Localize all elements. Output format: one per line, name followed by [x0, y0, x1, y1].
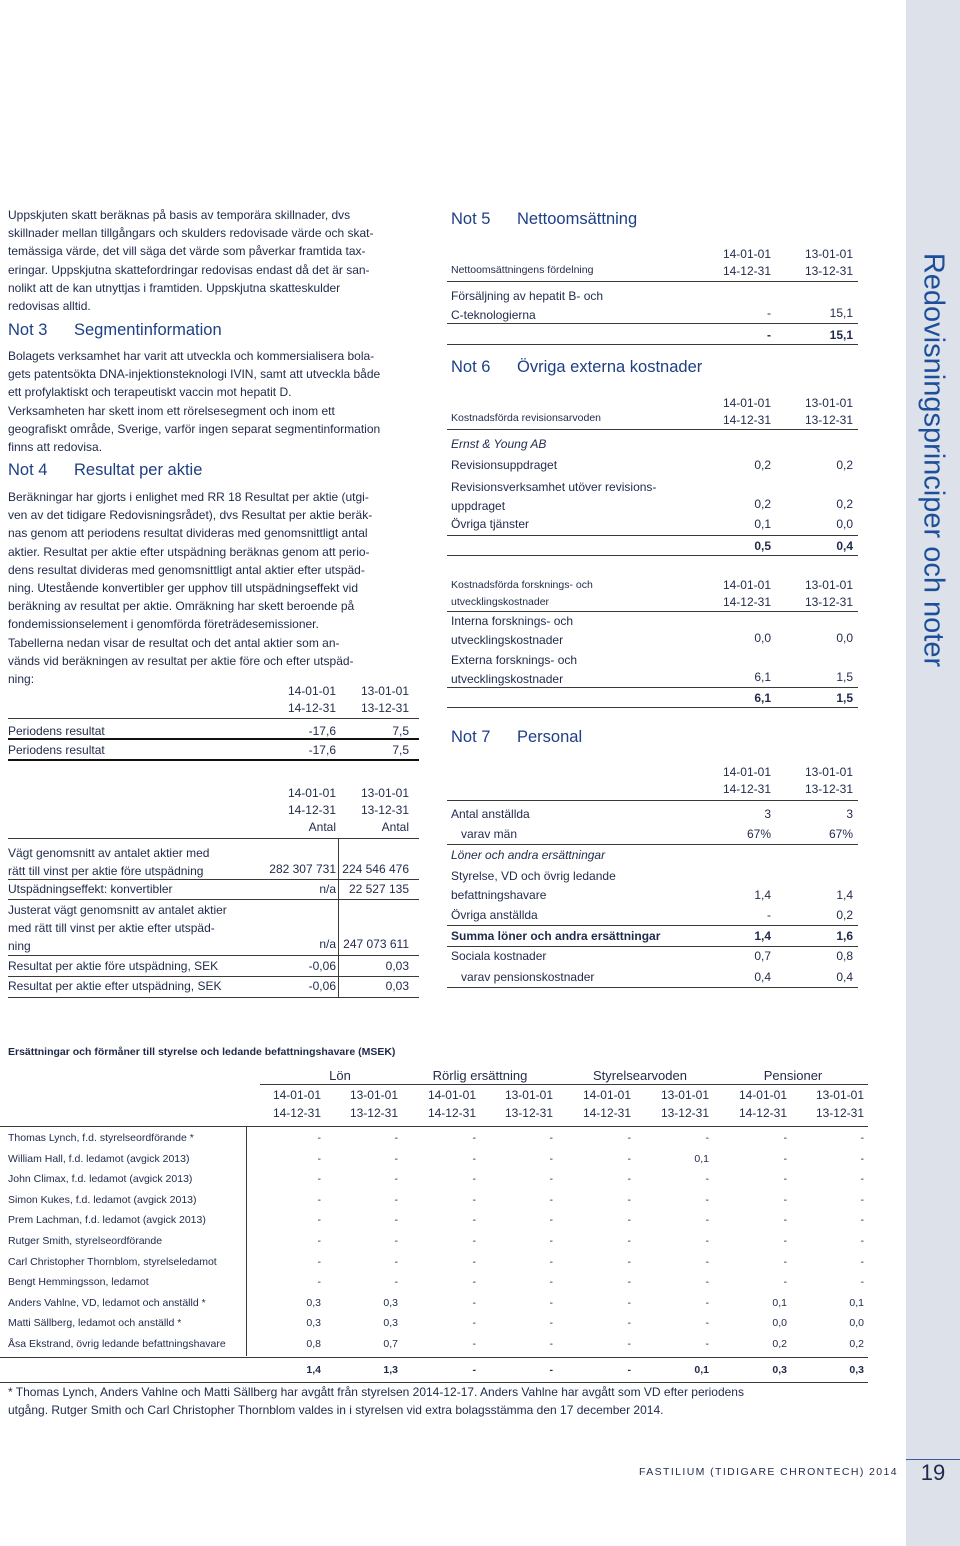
comp-cell: - — [549, 1235, 553, 1247]
comp-cell: - — [783, 1173, 787, 1185]
comp-date-top: 13-01-01 — [660, 1088, 709, 1102]
comp-total-cell: 0,3 — [849, 1364, 864, 1376]
comp-date-bottom: 13-12-31 — [504, 1106, 553, 1120]
shares-column-divider — [338, 838, 339, 998]
comp-cell: 0,3 — [306, 1297, 321, 1309]
comp-cell: - — [627, 1173, 631, 1185]
personal-row-employees-label: Antal anställda — [451, 807, 530, 821]
comp-row-name: Bengt Hemmingsson, ledamot — [8, 1276, 149, 1288]
comp-date-bottom: 13-12-31 — [660, 1106, 709, 1120]
comp-cell: - — [705, 1132, 709, 1144]
rnd-col1-header: 14-01-01 14-12-31 — [722, 578, 771, 609]
comp-cell: 0,0 — [772, 1317, 787, 1329]
comp-row-name: Prem Lachman, f.d. ledamot (avgick 2013) — [8, 1214, 206, 1226]
not3-heading — [8, 321, 222, 340]
not6-audit-table — [447, 392, 858, 562]
rnd-row-external-label: Externa forsknings- och utvecklingskostnader — [451, 653, 578, 686]
comp-row-name: Anders Vahlne, VD, ledamot och anställd * — [8, 1297, 206, 1309]
comp-date-top: 13-01-01 — [815, 1088, 864, 1102]
comp-cell: - — [394, 1132, 398, 1144]
not5-number: Not 5 — [451, 210, 491, 228]
shares-row-dilution-2013: 22 527 135 — [348, 882, 409, 896]
rnd-row-internal-2014: 0,0 — [754, 631, 771, 645]
shares-rule-1 — [8, 879, 419, 880]
shares-row-dilution-2014: n/a — [319, 882, 336, 896]
comp-row-name: Simon Kukes, f.d. ledamot (avgick 2013) — [8, 1194, 197, 1206]
comp-cell: - — [317, 1132, 321, 1144]
personal-row-men-label: varav män — [461, 827, 518, 841]
comp-cell: - — [472, 1276, 476, 1288]
comp-cell: - — [317, 1235, 321, 1247]
comp-cell: - — [783, 1132, 787, 1144]
audit-total-2013: 0,4 — [836, 539, 853, 553]
shares-row-adjusted-label: Justerat vägt genomsnitt av antalet aktier med rätt till vinst per aktie efter utspäd- ning — [8, 903, 227, 953]
comp-row-name: William Hall, f.d. ledamot (avgick 2013) — [8, 1153, 190, 1165]
personal-row-other-label: Övriga anställda — [451, 908, 538, 922]
comp-cell: - — [549, 1132, 553, 1144]
comp-cell: 0,0 — [849, 1317, 864, 1329]
compensation-table — [0, 1060, 880, 1380]
comp-cell: 0,1 — [772, 1297, 787, 1309]
comp-cell: - — [472, 1297, 476, 1309]
comp-cell: - — [472, 1173, 476, 1185]
shares-col1-header: 14-01-01 14-12-31 Antal — [287, 786, 336, 834]
shares-row-adjusted-2014: n/a — [319, 937, 336, 951]
personal-row-men-2013: 67% — [828, 827, 853, 841]
comp-cell: - — [705, 1256, 709, 1268]
shares-row-adjusted-2013: 247 073 611 — [343, 937, 409, 951]
comp-cell: - — [394, 1235, 398, 1247]
not5-col1-header: 14-01-01 14-12-31 — [722, 247, 771, 278]
comp-date-top: 13-01-01 — [504, 1088, 553, 1102]
shares-row-weighted-2013: 224 546 476 — [342, 862, 409, 876]
comp-row-name: Matti Sällberg, ledamot och anställd * — [8, 1317, 182, 1329]
comp-cell: - — [705, 1297, 709, 1309]
audit-col2-header: 13-01-01 13-12-31 — [804, 396, 853, 427]
not7-title: Personal — [517, 728, 583, 746]
audit-row-other-audit-2014: 0,2 — [754, 497, 771, 511]
personal-rule-3 — [447, 946, 858, 947]
comp-date-bottom: 14-12-31 — [272, 1106, 321, 1120]
comp-cell: - — [860, 1214, 864, 1226]
comp-cell: - — [472, 1132, 476, 1144]
comp-cell: - — [783, 1276, 787, 1288]
comp-cell: - — [705, 1317, 709, 1329]
shares-table — [8, 780, 419, 1000]
comp-cell: - — [860, 1173, 864, 1185]
comp-cell: - — [705, 1173, 709, 1185]
comp-total-cell: 0,3 — [772, 1364, 787, 1376]
comp-cell: - — [783, 1256, 787, 1268]
comp-cell: - — [627, 1276, 631, 1288]
not7-heading — [451, 728, 582, 747]
comp-cell: - — [549, 1173, 553, 1185]
comp-cell: - — [394, 1153, 398, 1165]
not5-row-label: Försäljning av hepatit B- och C-teknologierna — [451, 289, 604, 322]
comp-date-bottom: 13-12-31 — [815, 1106, 864, 1120]
comp-cell: 0,1 — [849, 1297, 864, 1309]
audit-col1-header: 14-01-01 14-12-31 — [722, 396, 771, 427]
comp-cell: 0,8 — [306, 1338, 321, 1350]
comp-cell: - — [627, 1338, 631, 1350]
shares-row-eps-basic-label: Resultat per aktie före utspädning, SEK — [8, 959, 219, 973]
comp-cell: - — [705, 1194, 709, 1206]
comp-cell: 0,7 — [383, 1338, 398, 1350]
comp-date-top: 14-01-01 — [582, 1088, 631, 1102]
not3-title: Segmentinformation — [74, 321, 222, 339]
shares-row-dilution-label: Utspädningseffekt: konvertibler — [8, 882, 173, 896]
comp-cell: - — [549, 1276, 553, 1288]
personal-row-employees-2014: 3 — [764, 807, 771, 821]
comp-cell: - — [705, 1276, 709, 1288]
comp-cell: - — [472, 1317, 476, 1329]
audit-total-2014: 0,5 — [754, 539, 771, 553]
shares-row-weighted-label: Vägt genomsnitt av antalet aktier med rätt till vinst per aktie före utspädning — [8, 846, 210, 878]
not6-heading — [451, 358, 702, 377]
shares-row-eps-basic-2014: -0,06 — [308, 959, 336, 973]
personal-salaries-subheading: Löner och andra ersättningar — [451, 848, 606, 862]
comp-cell: - — [705, 1214, 709, 1226]
comp-cell: - — [472, 1214, 476, 1226]
rnd-row-internal-label: Interna forsknings- och utvecklingskostnader — [451, 614, 574, 647]
rnd-total-2013: 1,5 — [836, 691, 853, 705]
result-header-rule — [8, 718, 419, 719]
not5-row-2013: 15,1 — [829, 306, 853, 320]
comp-cell: - — [317, 1153, 321, 1165]
rnd-bottom-rule — [447, 707, 858, 708]
comp-cell: - — [627, 1256, 631, 1268]
audit-bottom-rule — [447, 555, 858, 556]
personal-row-employees-2013: 3 — [846, 807, 853, 821]
personal-col1-header: 14-01-01 14-12-31 — [722, 765, 771, 796]
comp-date-top: 14-01-01 — [272, 1088, 321, 1102]
comp-cell: - — [317, 1173, 321, 1185]
personal-bottom-rule — [447, 987, 858, 988]
personal-row-men-2014: 67% — [746, 827, 771, 841]
shares-row-eps-diluted-label: Resultat per aktie efter utspädning, SEK — [8, 979, 222, 993]
shares-rule-4 — [8, 976, 419, 977]
not5-row-2014: - — [767, 306, 771, 320]
comp-cell: 0,1 — [694, 1153, 709, 1165]
comp-name-divider — [246, 1126, 247, 1356]
comp-group-salary: Lön — [329, 1068, 351, 1083]
comp-cell: - — [472, 1338, 476, 1350]
shares-bottom-rule — [8, 997, 419, 998]
not7-table — [447, 764, 858, 989]
personal-row-sum-2013: 1,6 — [836, 929, 853, 943]
comp-group-rule — [260, 1084, 868, 1085]
comp-cell: - — [549, 1214, 553, 1226]
shares-row-weighted-2014: 282 307 731 — [269, 862, 336, 876]
result-total-value-2013: 7,5 — [392, 743, 409, 757]
rnd-total-2014: 6,1 — [754, 691, 771, 705]
comp-cell: - — [472, 1235, 476, 1247]
comp-row-name: Thomas Lynch, f.d. styrelseordförande * — [8, 1132, 194, 1144]
comp-date-top: 13-01-01 — [349, 1088, 398, 1102]
not5-total-rule — [447, 323, 858, 324]
rnd-total-rule — [447, 687, 858, 688]
comp-cell: - — [472, 1256, 476, 1268]
not4-paragraph: Beräkningar har gjorts i enlighet med RR 18 Resultat per aktie (utgi- ven av det tidigare Redovisningsrådet), dvs Resultat per aktie beräk- nas genom att periodens resultat divideras med genomsnittligt antal aktier. Resultat per aktie efter utspädning beräknas genom att perio- dens resultat divideras med genomsnittligt antal aktier efter utspäd- ning. Utestående konvertibler ger upphov till utspädningseffekt vid beräkning av resultat per aktie. Omräkning har skett beroende på fondemissionselement i genomförda företrädesemissioner. Tabellerna nedan visar de resultat och det antal aktier som an- vänds vid beräkningen av resultat per aktie före och efter utspäd- ning: — [8, 490, 373, 687]
audit-row-other-services-2014: 0,1 — [754, 517, 771, 531]
audit-row-other-services-label: Övriga tjänster — [451, 517, 530, 531]
personal-row-other-2013: 0,2 — [836, 908, 853, 922]
rnd-row-external-2013: 1,5 — [836, 670, 853, 684]
deferred-tax-paragraph: Uppskjuten skatt beräknas på basis av temporära skillnader, dvs skillnader mellan tillgångars och skulders redovisade värde och skat- temässiga värde, det vill säga det värde som påverkar framtida tax- eringar. Uppskjutna skattefordringar redovisas endast då det är san- nolikt att de kan utnyttjas i framtiden. Uppskjutna skatteskulder redovisas alltid. — [8, 208, 374, 314]
comp-cell: - — [860, 1235, 864, 1247]
audit-row-other-audit-2013: 0,2 — [836, 497, 853, 511]
rnd-row-internal-2013: 0,0 — [836, 631, 853, 645]
comp-date-bottom: 14-12-31 — [738, 1106, 787, 1120]
comp-cell: - — [783, 1153, 787, 1165]
not5-heading — [451, 210, 637, 229]
comp-cell: - — [627, 1214, 631, 1226]
comp-cell: - — [317, 1256, 321, 1268]
result-col2-header: 13-01-01 13-12-31 — [360, 684, 409, 715]
result-total-rule — [8, 738, 419, 740]
not4-title: Resultat per aktie — [74, 461, 203, 479]
personal-row-pension-label: varav pensionskostnader — [461, 970, 595, 984]
not3-paragraph: Bolagets verksamhet har varit att utveckla och kommersialisera bola- gets patentsökta DNA-injektionsteknologi IVIN, samt att utveckla både ett profylaktiskt och terapeutiskt vaccin mot hepatit D. Verksamheten har skett inom ett rörelsesegment och inom ett geografiskt område, Sverige, varför ingen separat segmentinformation finns att redovisa. — [8, 349, 381, 455]
comp-cell: - — [549, 1297, 553, 1309]
comp-total-cell: 1,4 — [306, 1364, 321, 1376]
rnd-row-external-2014: 6,1 — [754, 670, 771, 684]
comp-cell: 0,3 — [306, 1317, 321, 1329]
comp-cell: - — [627, 1194, 631, 1206]
result-total-label: Periodens resultat — [8, 743, 105, 757]
comp-cell: - — [394, 1276, 398, 1288]
result-row-label: Periodens resultat — [8, 724, 105, 738]
comp-cell: - — [317, 1276, 321, 1288]
comp-cell: - — [549, 1194, 553, 1206]
not4-number: Not 4 — [8, 461, 48, 479]
personal-col2-header: 13-01-01 13-12-31 — [804, 765, 853, 796]
comp-cell: 0,3 — [383, 1317, 398, 1329]
comp-row-name: Carl Christopher Thornblom, styrelseledamot — [8, 1256, 217, 1268]
comp-date-bottom: 13-12-31 — [349, 1106, 398, 1120]
compensation-footnote: * Thomas Lynch, Anders Vahlne och Matti Sällberg har avgått från styrelsen 2014-12-17. Anders Vahlne har avgått som VD efter periodens utgång. Rutger Smith och Carl Christopher Thornblom valdes in i styrelsen vid extra bolagsstämma den 17 december 2014. — [8, 1385, 744, 1417]
comp-cell: - — [705, 1235, 709, 1247]
comp-cell: - — [860, 1256, 864, 1268]
audit-row-assignment-2013: 0,2 — [836, 458, 853, 472]
not5-total-2013: 15,1 — [829, 328, 853, 342]
comp-cell: - — [317, 1214, 321, 1226]
comp-cell: - — [549, 1317, 553, 1329]
comp-cell: - — [549, 1338, 553, 1350]
result-row-value-2014: -17,6 — [308, 724, 336, 738]
comp-group-board-fees: Styrelsearvoden — [593, 1068, 687, 1083]
result-bottom-rule — [8, 759, 419, 761]
comp-total-rule — [0, 1357, 868, 1358]
not6-number: Not 6 — [451, 358, 491, 376]
compensation-table-title: Ersättningar och förmåner till styrelse och ledande befattningshavare (MSEK) — [8, 1046, 396, 1058]
not5-header-rule — [447, 281, 858, 282]
personal-row-pension-2014: 0,4 — [754, 970, 771, 984]
audit-firm-subheading: Ernst & Young AB — [451, 437, 547, 451]
comp-row-name: Åsa Ekstrand, övrig ledande befattningshavare — [8, 1338, 226, 1350]
not7-number: Not 7 — [451, 728, 491, 746]
comp-cell: - — [394, 1194, 398, 1206]
comp-header-rule — [0, 1126, 868, 1127]
comp-group-variable: Rörlig ersättning — [432, 1068, 528, 1083]
personal-row-other-2014: - — [767, 908, 771, 922]
comp-total-cell: - — [549, 1364, 553, 1376]
personal-row-sum-2014: 1,4 — [754, 929, 771, 943]
shares-col2-header: 13-01-01 13-12-31 Antal — [360, 786, 409, 834]
comp-total-cell: - — [627, 1364, 631, 1376]
shares-row-eps-diluted-2013: 0,03 — [385, 979, 409, 993]
audit-row-assignment-2014: 0,2 — [754, 458, 771, 472]
comp-cell: - — [860, 1153, 864, 1165]
audit-row-other-audit-label: Revisionsverksamhet utöver revisions- uppdraget — [451, 480, 657, 513]
personal-row-board-2014: 1,4 — [754, 888, 771, 902]
sidebar-section-title: Redovisningsprinciper och noter — [917, 252, 950, 668]
not5-header-label: Nettoomsättningens fördelning — [451, 264, 594, 276]
comp-bottom-rule — [0, 1382, 868, 1383]
not5-col2-header: 13-01-01 13-12-31 — [804, 247, 853, 278]
shares-row-eps-basic-2013: 0,03 — [385, 959, 409, 973]
audit-row-other-services-2013: 0,0 — [836, 517, 853, 531]
shares-row-eps-diluted-2014: -0,06 — [308, 979, 336, 993]
personal-row-sum-label: Summa löner och andra ersättningar — [451, 929, 661, 943]
comp-total-cell: - — [472, 1364, 476, 1376]
comp-cell: - — [549, 1256, 553, 1268]
comp-cell: - — [472, 1194, 476, 1206]
comp-total-cell: 1,3 — [383, 1364, 398, 1376]
comp-cell: - — [860, 1194, 864, 1206]
comp-cell: 0,2 — [849, 1338, 864, 1350]
not6-title: Övriga externa kostnader — [517, 358, 703, 376]
comp-cell: - — [549, 1153, 553, 1165]
result-table — [8, 680, 419, 765]
comp-row-name: John Climax, f.d. ledamot (avgick 2013) — [8, 1173, 193, 1185]
comp-cell: - — [783, 1194, 787, 1206]
not6-rnd-table — [447, 575, 858, 715]
comp-cell: - — [860, 1276, 864, 1288]
comp-cell: - — [627, 1297, 631, 1309]
comp-cell: 0,3 — [383, 1297, 398, 1309]
comp-row-name: Rutger Smith, styrelseordförande — [8, 1235, 163, 1247]
not5-title: Nettoomsättning — [517, 210, 638, 228]
personal-row-pension-2013: 0,4 — [836, 970, 853, 984]
comp-date-bottom: 14-12-31 — [427, 1106, 476, 1120]
shares-rule-3 — [8, 955, 419, 956]
comp-cell: - — [317, 1194, 321, 1206]
not3-number: Not 3 — [8, 321, 48, 339]
comp-date-top: 14-01-01 — [427, 1088, 476, 1102]
sidebar-band — [906, 0, 960, 1546]
comp-cell: - — [705, 1338, 709, 1350]
personal-rule-2 — [447, 925, 858, 926]
comp-total-cell: 0,1 — [694, 1364, 709, 1376]
not5-bottom-rule — [447, 344, 858, 345]
audit-header-rule — [447, 429, 858, 430]
comp-cell: - — [783, 1235, 787, 1247]
comp-cell: - — [394, 1173, 398, 1185]
comp-cell: - — [627, 1132, 631, 1144]
comp-cell: - — [394, 1256, 398, 1268]
audit-row-assignment-label: Revisionsuppdraget — [451, 458, 558, 472]
comp-cell: - — [627, 1153, 631, 1165]
personal-header-rule — [447, 800, 858, 801]
personal-row-board-label-2: befattningshavare — [451, 888, 547, 902]
personal-row-board-2013: 1,4 — [836, 888, 853, 902]
result-row-value-2013: 7,5 — [392, 724, 409, 738]
comp-group-pensions: Pensioner — [763, 1068, 823, 1083]
comp-cell: - — [860, 1132, 864, 1144]
personal-row-social-2013: 0,8 — [836, 949, 853, 963]
rnd-col2-header: 13-01-01 13-12-31 — [804, 578, 853, 609]
not5-table — [447, 244, 858, 349]
comp-cell: - — [627, 1317, 631, 1329]
personal-rule-1 — [447, 844, 858, 845]
comp-cell: - — [394, 1214, 398, 1226]
personal-row-social-label: Sociala kostnader — [451, 949, 547, 963]
not5-total-2014: - — [767, 328, 771, 342]
result-col1-header: 14-01-01 14-12-31 — [287, 684, 336, 715]
comp-cell: - — [472, 1153, 476, 1165]
personal-row-board-label-1: Styrelse, VD och övrig ledande — [451, 869, 616, 883]
page-number: 19 — [920, 1460, 946, 1485]
comp-cell: - — [783, 1214, 787, 1226]
not4-heading — [8, 461, 202, 480]
comp-date-top: 14-01-01 — [738, 1088, 787, 1102]
comp-cell: 0,2 — [772, 1338, 787, 1350]
audit-total-rule — [447, 535, 858, 536]
result-total-value-2014: -17,6 — [308, 743, 336, 757]
audit-header-label: Kostnadsförda revisionsarvoden — [451, 412, 602, 424]
shares-header-rule — [8, 838, 419, 839]
comp-cell: - — [627, 1235, 631, 1247]
personal-row-social-2014: 0,7 — [754, 949, 771, 963]
publication-footer: FASTILIUM (TIDIGARE CHRONTECH) 2014 — [638, 1466, 898, 1478]
rnd-header-label: Kostnadsförda forsknings- och utvecklingskostnader — [451, 579, 593, 608]
shares-rule-2 — [8, 899, 419, 900]
comp-date-bottom: 14-12-31 — [582, 1106, 631, 1120]
